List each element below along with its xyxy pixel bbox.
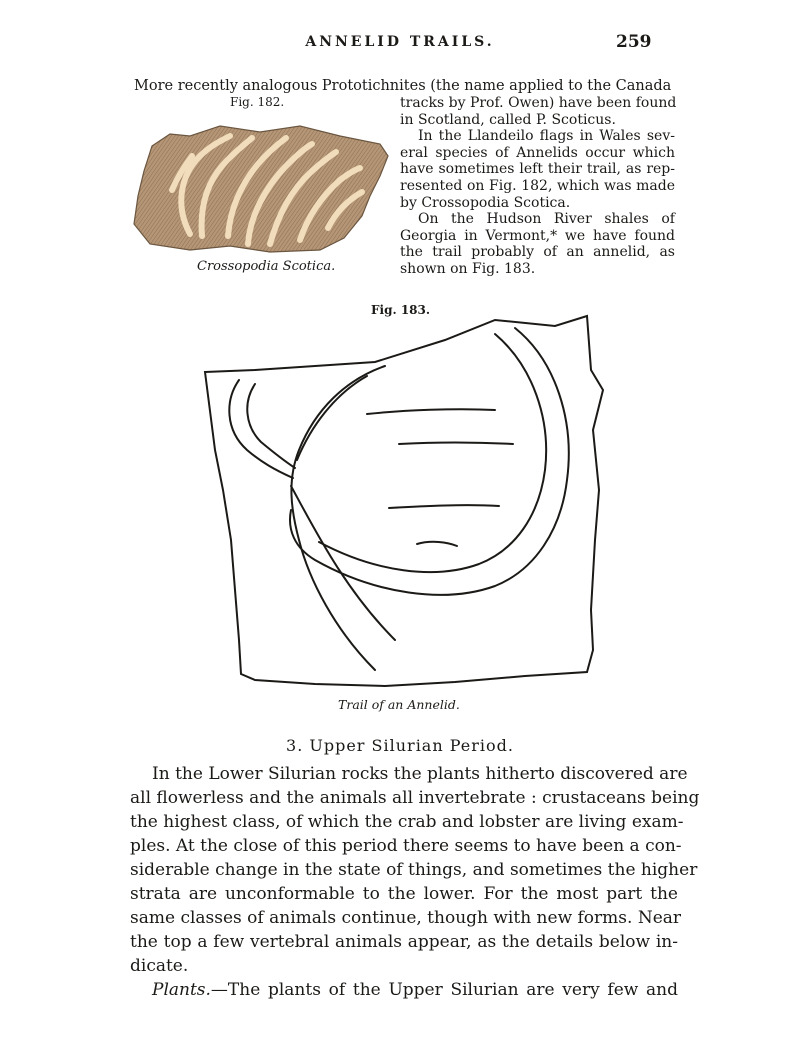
figure-182-caption: Crossopodia Scotica. bbox=[197, 259, 336, 274]
body-line: all flowerless and the animals all invertebrate : crustaceans being bbox=[130, 788, 700, 808]
figure-182-label: Fig. 182. bbox=[230, 95, 285, 109]
text-line: resented on Fig. 182, which was made bbox=[400, 177, 675, 194]
text-line: in Scotland, called P. Scoticus. bbox=[400, 111, 616, 128]
body-line: ples. At the close of this period there seems to have been a con- bbox=[130, 836, 682, 856]
figure-182-illustration bbox=[130, 116, 392, 258]
section-title: 3. Upper Silurian Period. bbox=[286, 736, 514, 755]
body-line: In the Lower Silurian rocks the plants hitherto discovered are bbox=[152, 764, 688, 784]
figure-183-caption: Trail of an Annelid. bbox=[338, 697, 460, 712]
text-line: have sometimes left their trail, as rep- bbox=[400, 161, 675, 178]
text-line: shown on Fig. 183. bbox=[400, 260, 536, 277]
body-line: same classes of animals continue, though with new forms. Near bbox=[130, 908, 682, 928]
right-column-text bbox=[400, 95, 675, 278]
trail-dash-2 bbox=[399, 443, 513, 445]
text-line: by Crossopodia Scotica. bbox=[400, 194, 571, 211]
plants-line bbox=[130, 978, 678, 1002]
paragraph-llandeilo bbox=[400, 128, 675, 211]
trail-diagonal-b bbox=[297, 376, 367, 460]
text-line: the trail probably of an annelid, as bbox=[400, 244, 675, 261]
trail-loop-outer bbox=[290, 328, 569, 595]
trail-dash-3 bbox=[389, 505, 499, 508]
text-line: tracks by Prof. Owen) have been found bbox=[400, 95, 677, 111]
text-line: eral species of Annelids occur which bbox=[400, 144, 675, 161]
plants-text: —The plants of the Upper Silurian are very few and bbox=[210, 980, 678, 1000]
intro-line: More recently analogous Prototichnites (the name applied to the Canada bbox=[134, 78, 672, 94]
trail-diagonal-a bbox=[291, 366, 385, 670]
paragraph-prototichnites bbox=[400, 95, 675, 128]
plants-label: Plants. bbox=[152, 980, 211, 1000]
figure-183-illustration bbox=[195, 310, 615, 695]
text-line: Georgia in Vermont,* we have found bbox=[400, 227, 675, 244]
trail-dash-1 bbox=[367, 409, 495, 414]
trail-left-curve bbox=[229, 380, 293, 478]
body-line: strata are unconformable to the lower. For the most part the bbox=[130, 884, 678, 904]
body-line: the top a few vertebral animals appear, as the details below in- bbox=[130, 932, 678, 952]
running-title: ANNELID TRAILS. bbox=[305, 34, 495, 50]
running-head bbox=[0, 32, 800, 56]
body-line: siderable change in the state of things, and sometimes the higher bbox=[130, 860, 698, 880]
paragraph-hudson-river bbox=[400, 211, 675, 277]
text-line: In the Llandeilo flags in Wales sev- bbox=[418, 128, 675, 145]
trail-dash-4 bbox=[417, 542, 457, 546]
slab-outline bbox=[205, 316, 603, 686]
body-text bbox=[130, 762, 700, 1002]
page-number: 259 bbox=[616, 32, 652, 52]
body-line: dicate. bbox=[130, 956, 189, 976]
body-line: the highest class, of which the crab and lobster are living exam- bbox=[130, 812, 684, 832]
figure-183-label: Fig. 183. bbox=[371, 303, 431, 317]
text-line: On the Hudson River shales of bbox=[418, 211, 675, 228]
trail-loop-inner bbox=[319, 334, 546, 572]
